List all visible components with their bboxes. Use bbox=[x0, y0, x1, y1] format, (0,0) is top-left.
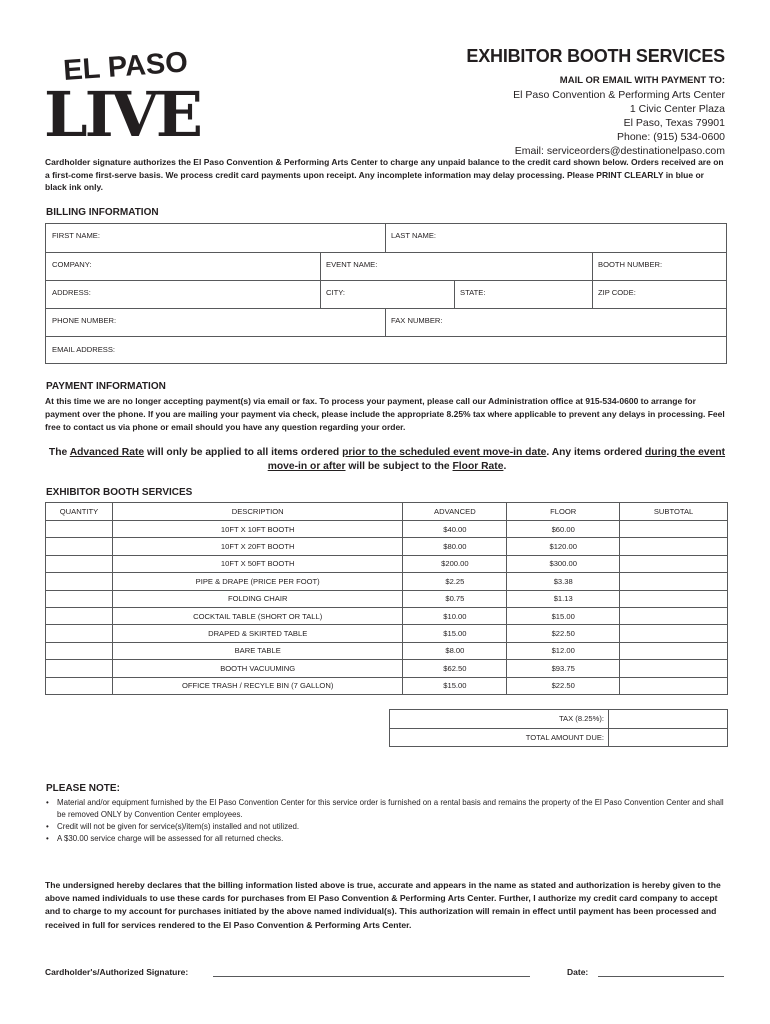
description-cell: 10FT X 10FT BOOTH bbox=[112, 521, 403, 538]
quantity-cell[interactable] bbox=[46, 642, 113, 659]
rate-note-p1: The bbox=[48, 447, 70, 458]
list-item: • A $30.00 service charge will be assessed for all returned checks. bbox=[45, 833, 729, 845]
signature-label: Cardholder's/Authorized Signature: bbox=[45, 967, 189, 977]
description-cell: COCKTAIL TABLE (SHORT OR TALL) bbox=[112, 607, 403, 624]
subtotal-cell[interactable] bbox=[620, 660, 728, 677]
quantity-cell[interactable] bbox=[46, 555, 113, 572]
quantity-cell[interactable] bbox=[46, 625, 113, 642]
header-block bbox=[466, 46, 725, 158]
subtotal-cell[interactable] bbox=[620, 555, 728, 572]
table-row bbox=[46, 677, 728, 694]
advanced-cell: $2.25 bbox=[403, 573, 507, 590]
table-row bbox=[46, 521, 728, 538]
advanced-cell: $8.00 bbox=[403, 642, 507, 659]
el-paso-live-logo bbox=[44, 50, 216, 142]
first-name-label: FIRST NAME: bbox=[52, 231, 100, 240]
col-advanced: ADVANCED bbox=[403, 503, 507, 521]
phone-label: PHONE NUMBER: bbox=[52, 316, 117, 325]
page-title: EXHIBITOR BOOTH SERVICES bbox=[466, 46, 725, 66]
notes-title: PLEASE NOTE: bbox=[46, 783, 120, 794]
description-cell: BOOTH VACUUMING bbox=[112, 660, 403, 677]
floor-cell: $12.00 bbox=[507, 642, 620, 659]
advanced-cell: $200.00 bbox=[403, 555, 507, 572]
org-name: El Paso Convention & Performing Arts Center bbox=[513, 89, 725, 101]
rate-note-p2: will only be applied to all items ordered bbox=[144, 447, 343, 458]
description-cell: PIPE & DRAPE (PRICE PER FOOT) bbox=[112, 573, 403, 590]
org-phone: Phone: (915) 534-0600 bbox=[617, 131, 725, 143]
floor-cell: $93.75 bbox=[507, 660, 620, 677]
description-cell: OFFICE TRASH / RECYLE BIN (7 GALLON) bbox=[112, 677, 403, 694]
org-email: Email: serviceorders@destinationelpaso.com bbox=[514, 145, 725, 157]
total-row bbox=[390, 728, 728, 747]
billing-form bbox=[45, 223, 727, 364]
intro-text: Cardholder signature authorizes the El Paso Convention & Performing Arts Center to charge any unpaid balance to the credit card shown below. Orders received are on a first-come first-serve basis. We process credit card payments upon receipt. Any incomplete information may delay processing. Please PRINT CLEARLY in blue or black ink only. bbox=[45, 157, 724, 193]
org-city: El Paso, Texas 79901 bbox=[623, 117, 725, 129]
rate-note-p4: will be subject to the bbox=[345, 461, 453, 472]
col-quantity: QUANTITY bbox=[46, 503, 113, 521]
declaration-text: The undersigned hereby declares that the billing information listed above is true, accurate and appears in the name as stated and authorization is hereby given to the above named individuals to use these cards for purchases from El Paso Convention & Performing Arts Center. Further, I authorize my credit card company to accept and to charge to my account for purchases initiated by the above named individual(s). This authorization will remain in effect until payment has been processed and received in full for services rendered to the El Paso Convention & Performing Arts Center. bbox=[45, 880, 721, 930]
table-row bbox=[46, 555, 728, 572]
zip-label: ZIP CODE: bbox=[598, 288, 636, 297]
quantity-cell[interactable] bbox=[46, 660, 113, 677]
advanced-cell: $10.00 bbox=[403, 607, 507, 624]
advanced-cell: $0.75 bbox=[403, 590, 507, 607]
floor-cell: $22.50 bbox=[507, 677, 620, 694]
quantity-cell[interactable] bbox=[46, 590, 113, 607]
floor-cell: $15.00 bbox=[507, 607, 620, 624]
subtotal-cell[interactable] bbox=[620, 590, 728, 607]
col-subtotal: SUBTOTAL bbox=[620, 503, 728, 521]
quantity-cell[interactable] bbox=[46, 521, 113, 538]
col-description: DESCRIPTION bbox=[112, 503, 403, 521]
quantity-cell[interactable] bbox=[46, 573, 113, 590]
advanced-rate-term: Advanced Rate bbox=[69, 447, 145, 458]
description-cell: 10FT X 50FT BOOTH bbox=[112, 555, 403, 572]
date-label: Date: bbox=[567, 967, 589, 977]
quantity-cell[interactable] bbox=[46, 677, 113, 694]
tax-value-cell[interactable] bbox=[609, 710, 728, 729]
rate-note bbox=[45, 446, 729, 474]
services-table bbox=[45, 502, 728, 695]
state-label: STATE: bbox=[460, 288, 486, 297]
logo-text-el-paso: EL PASO bbox=[62, 50, 189, 87]
billing-row-email[interactable] bbox=[46, 336, 726, 364]
description-cell: 10FT X 20FT BOOTH bbox=[112, 538, 403, 555]
company-label: COMPANY: bbox=[52, 260, 92, 269]
description-cell: DRAPED & SKIRTED TABLE bbox=[112, 625, 403, 642]
description-cell: BARE TABLE bbox=[112, 642, 403, 659]
list-item: • Credit will not be given for service(s)/item(s) installed and not utilized. bbox=[45, 821, 729, 833]
table-row bbox=[46, 607, 728, 624]
billing-row-company bbox=[46, 252, 726, 280]
rate-note-p3: . Any items ordered bbox=[546, 447, 645, 458]
prior-term: prior to the scheduled event move-in date bbox=[342, 447, 547, 458]
table-row bbox=[46, 590, 728, 607]
notes-list bbox=[45, 797, 729, 845]
floor-cell: $22.50 bbox=[507, 625, 620, 642]
date-line[interactable] bbox=[598, 976, 724, 977]
subtotal-cell[interactable] bbox=[620, 607, 728, 624]
billing-row-address bbox=[46, 280, 726, 308]
advanced-cell: $80.00 bbox=[403, 538, 507, 555]
table-row bbox=[46, 642, 728, 659]
billing-title: BILLING INFORMATION bbox=[46, 207, 159, 218]
table-row bbox=[46, 625, 728, 642]
advanced-cell: $15.00 bbox=[403, 625, 507, 642]
advanced-cell: $15.00 bbox=[403, 677, 507, 694]
first-name-input[interactable] bbox=[46, 224, 385, 252]
city-label: CITY: bbox=[326, 288, 345, 297]
mail-label: MAIL OR EMAIL WITH PAYMENT TO: bbox=[559, 75, 725, 86]
table-row bbox=[46, 538, 728, 555]
floor-cell: $3.38 bbox=[507, 573, 620, 590]
services-header-row bbox=[46, 503, 728, 521]
total-value-cell[interactable] bbox=[609, 728, 728, 747]
booth-number-label: BOOTH NUMBER: bbox=[598, 260, 663, 269]
subtotal-cell[interactable] bbox=[620, 538, 728, 555]
subtotal-cell[interactable] bbox=[620, 573, 728, 590]
floor-cell: $1.13 bbox=[507, 590, 620, 607]
payment-title: PAYMENT INFORMATION bbox=[46, 381, 166, 392]
col-floor: FLOOR bbox=[507, 503, 620, 521]
during-term: during the event move-in or after bbox=[267, 447, 726, 472]
table-row bbox=[46, 573, 728, 590]
totals-table bbox=[389, 709, 728, 747]
email-label: EMAIL ADDRESS: bbox=[52, 345, 116, 354]
logo-graphic bbox=[44, 50, 216, 142]
floor-cell: $120.00 bbox=[507, 538, 620, 555]
rate-note-p5: . bbox=[503, 461, 507, 472]
quantity-cell[interactable] bbox=[46, 538, 113, 555]
quantity-cell[interactable] bbox=[46, 607, 113, 624]
floor-cell: $300.00 bbox=[507, 555, 620, 572]
subtotal-cell[interactable] bbox=[620, 625, 728, 642]
logo-text-live: LIVE bbox=[44, 78, 200, 142]
subtotal-cell[interactable] bbox=[620, 642, 728, 659]
subtotal-cell[interactable] bbox=[620, 677, 728, 694]
first-name-field[interactable] bbox=[385, 224, 386, 252]
total-label: TOTAL AMOUNT DUE: bbox=[390, 728, 609, 747]
advanced-cell: $62.50 bbox=[403, 660, 507, 677]
description-cell: FOLDING CHAIR bbox=[112, 590, 403, 607]
subtotal-cell[interactable] bbox=[620, 521, 728, 538]
address-label: ADDRESS: bbox=[52, 288, 91, 297]
billing-row-phone bbox=[46, 308, 726, 336]
last-name-label: LAST NAME: bbox=[391, 231, 437, 240]
table-row bbox=[46, 660, 728, 677]
fax-label: FAX NUMBER: bbox=[391, 316, 443, 325]
event-name-label: EVENT NAME: bbox=[326, 260, 378, 269]
tax-label: TAX (8.25%): bbox=[390, 710, 609, 729]
floor-cell: $60.00 bbox=[507, 521, 620, 538]
services-title: EXHIBITOR BOOTH SERVICES bbox=[46, 487, 193, 498]
floor-rate-term: Floor Rate bbox=[452, 461, 504, 472]
list-item: • Material and/or equipment furnished by the El Paso Convention Center for this service order is furnished on a rental basis and remains the property of the El Paso Convention Center and shall be removed ONLY by Convention Center employees. bbox=[45, 797, 729, 821]
advanced-cell: $40.00 bbox=[403, 521, 507, 538]
org-street: 1 Civic Center Plaza bbox=[629, 103, 725, 115]
signature-line[interactable] bbox=[213, 976, 530, 977]
tax-row bbox=[390, 710, 728, 729]
payment-text: At this time we are no longer accepting payment(s) via email or fax. To process your payment, please call our Administration office at 915-534-0600 to arrange for payment over the phone. If you are mailing your payment via check, please include the appropriate 8.25% tax where applicable to prevent any delays in processing. Feel free to contact us via phone or email should you have any question regarding your order. bbox=[45, 396, 725, 432]
